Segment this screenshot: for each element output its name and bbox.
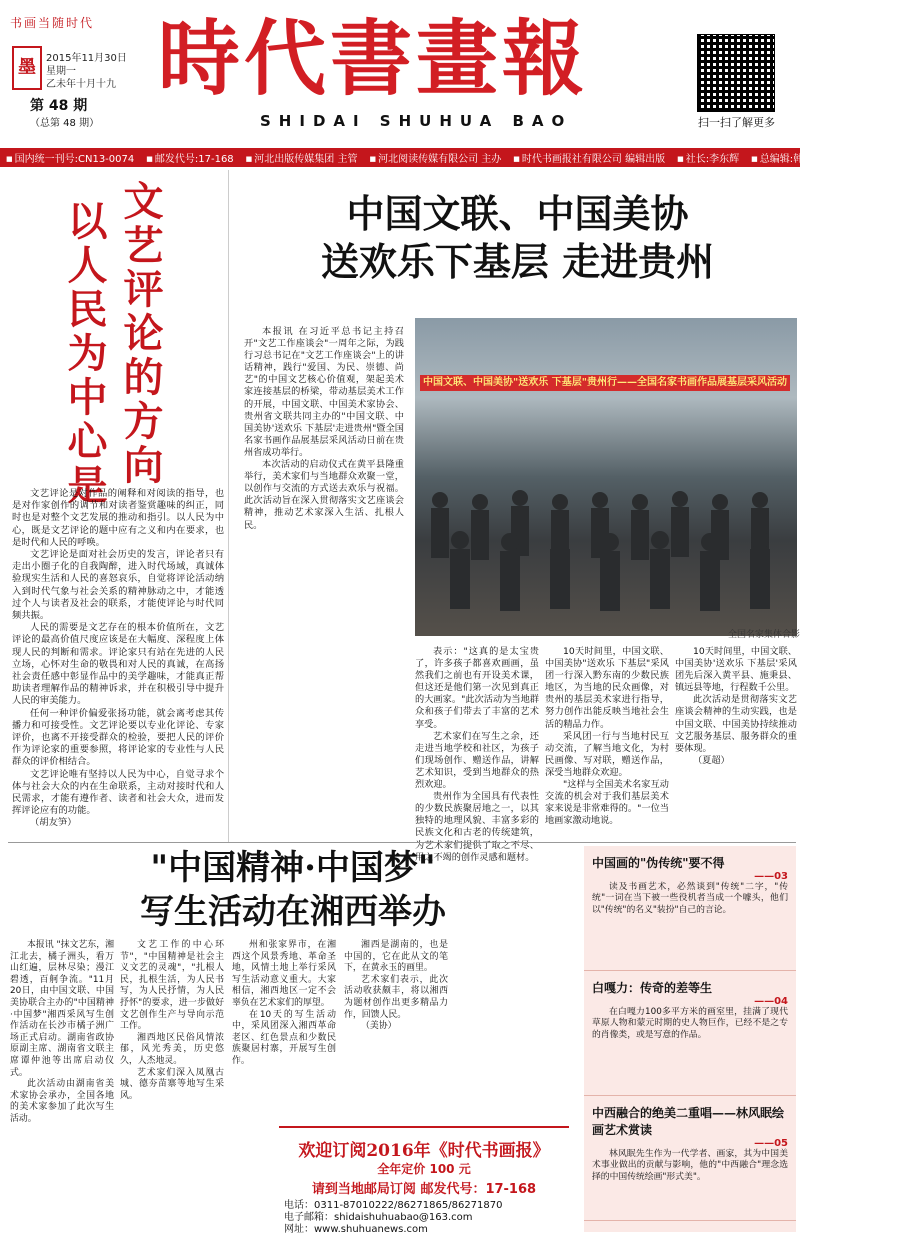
editorial-title-part1: 文艺评论的方向 [117,180,164,488]
info-item: ■ 邮发代号:17-168 [140,150,239,165]
main-story-col3 [545,646,669,827]
index-entry[interactable] [584,971,796,1096]
paragraph: 文艺评论唯有坚持以人民为中心，自觉寻求个体与社会大众的内在生命联系，主动对接时代和人民需求，才能有遵作者、读者和社会大众，进而发挥评论应有的功能。 [12,768,224,817]
slogan: 书画当随时代 [10,16,95,30]
paragraph: 表示："这真的是太宝贵了，许多孩子都喜欢画画，虽然我们之前也有开设美术课，但这还是他们第一次见到真正的大画家。"此次活动为当地群众和孩子们带去了丰富的艺术享受。 [415,646,539,730]
subscription-title: 欢迎订阅2016年《时代书画报》 [298,1141,550,1161]
main-story-col2 [415,646,539,864]
paragraph: 本报讯 "抹文艺东，湘江北去，橘子洲头，看万山红遍，层林尽染；漫江碧透，百舸争流。"11月20日，由中国文联、中国美协联合主办的"中国精神·中国梦"湘西采风写生创作活动在长沙市橘子洲广场正式启动。湖南省政协原副主席、湖南省文联主席谭仲池等出席启动仪式。 [10,940,114,1078]
index-summary: 林风眠先生作为一代学者、画家，其为中国美术事业做出的贡献与影响，他的"中西融合"理念选择的中国传统绘画"形式美"。 [592,1149,788,1182]
paragraph: （夏超） [693,754,730,766]
index-entry[interactable] [584,1096,796,1221]
subscription-email[interactable]: 电子邮箱：shidaishuhuabao@163.com [284,1212,473,1223]
photo-banner: 中国文联、中国美协"送欢乐 下基层"贵州行——全国名家书画作品展基层采风活动 [420,375,790,391]
paragraph: 10天时间里，中国文联、中国美协'送欢乐 下基层'采风团先后深入黄平县、施秉县、镇远县等地，行程数千公里。 [675,646,797,694]
paragraph: 此次活动由湖南省美术家协会承办，全国各地的美术家参加了此次写生活动。 [10,1079,114,1124]
newspaper-title: 時代書畫報 [158,11,589,107]
index-title: 中西融合的绝美二重唱——林风眠绘画艺术赏读 [592,1106,785,1137]
paragraph: 湘西是湖南的，也是中国的，它在此从文的笔下，在黄永玉的画里。 [344,940,448,974]
paragraph: （美协） [361,1021,397,1032]
paragraph: 艺术家们表示，此次活动收获颇丰，将以湘西为题材创作出更多精品力作，回馈人民。 [344,974,448,1020]
paragraph: 人民的需要是文艺存在的根本价值所在，文艺评论的最高价值尺度应该是在大幅度、深程度上体现人民的判断和需求。评论家只有站在先进的人民立场，心怀对生命的敬畏和对人民的真诚，在高扬社会责任感中彰显作品中的美学趣味，才能真正帮助读者理解作品的精神诉求，并在积极引导中提升人民的审美能力。 [12,622,224,707]
index-summary: 在白嘎力100多平方米的画室里，挂满了现代草原人物和蒙元时期的史人物巨作，已经不是之专的肖像类，或是写意的作品。 [592,1007,788,1040]
index-entry[interactable] [584,846,796,971]
story2-col1 [10,940,114,1126]
paragraph: 本报讯 在习近平总书记主持召开"文艺工作座谈会"一周年之际，为践行习总书记在"文艺工作座谈会"上的讲话精神，践行"爱国、为民、崇德、尚艺"的中国文艺核心价值观，架起美术家连接基层的桥梁，带动基层美术工作的开展，中国文联、中国美术家协会、贵州省文联共同主办的"中国文联、中国美协'送欢乐 下基层'走进贵州"暨全国名家书画作品展基层采风活动日前在贵州省成功举行。 [244,326,404,458]
qr-caption: 扫一扫了解更多 [698,116,775,129]
info-item: ■ 总编辑:韩冰雪 [745,150,829,165]
main-story-col4 [675,646,797,767]
paragraph: 在10天的写生活动中，采风团深入湘西革命老区、红色景点和少数民族聚居村寨，开展写生创作。 [232,1009,336,1066]
main-story-col1 [244,326,404,532]
paragraph: 文艺工作的中心环节"，"中国精神是社会主义文艺的灵魂"，"扎根人民，扎根生活，为人民书写，为人民抒情，为人民抒怀"的要求，进一步做好文艺创作生产与导向示范工作。 [120,940,224,1032]
index-page: ——03 [754,871,788,882]
issue-number: 第 48 期 [30,98,88,114]
paragraph: 10天时间里，中国文联、中国美协"送欢乐 下基层"采风团一行深入黔东南的少数民族地区，为当地的民众画像，对贵州的基层美术家进行指导，努力创作出能反映当地社会生活的精品力作。 [545,646,669,730]
weekday-text: 星期一 [46,66,76,77]
newspaper-pinyin: SHIDAI SHUHUA BAO [260,112,573,130]
issue-total: （总第 48 期） [30,118,100,129]
paragraph: （胡友笋） [30,817,77,829]
index-summary: 读及书画艺术，必然谈到"传统"二字，"传统"一词在当下被一些役机者当成一个噱头，他们以"传统"的名义"装扮"自己的言论。 [592,882,788,915]
paragraph: 艺术家们在写生之余，还走进当地学校和社区，为孩子们现场创作、赠送作品，讲解艺术知识，受到当地群众的热烈欢迎。 [415,730,539,791]
date-text: 2015年11月30日 [46,53,127,64]
main-headline-line2: 送欢乐下基层 走进贵州 [320,239,715,284]
publication-info-bar [0,148,918,167]
editorial-title-part2: 以人民为中心是 [61,200,108,508]
subscription-website[interactable]: 网址：www.shuhuanews.com [284,1224,428,1235]
lunar-date-text: 乙未年十月十九 [46,79,116,90]
index-page: ——05 [754,1138,788,1149]
main-headline [240,190,795,286]
story2-headline [8,846,578,934]
paragraph: 文艺评论是对作品的阐释和对阅读的指导，也是对作家创作的调节和对读者鉴赏趣味的纠正，同时也是对整个文艺发展的推动和指引。以人民为中心，既是文艺评论的题中应有之义和内在要求，也是时代和人民的呼唤。 [12,488,224,548]
seal-icon: 墨 [12,46,42,90]
subscription-code: 请到当地邮局订阅 邮发代号：17-168 [311,1182,537,1197]
photo-caption: 全国名家集体合影 [728,630,801,640]
paragraph: 贵州作为全国具有代表性的少数民族聚居地之一，以其独特的地理风貌、丰富多彩的民族文化和古老的传统建筑，为艺术家们提供了取之不尽、用之不竭的创作灵感和题材。 [415,791,539,863]
qr-code-icon[interactable] [697,34,775,112]
story2-col3 [232,940,336,1120]
subscription-price: 全年定价 100 元 [377,1162,471,1176]
paragraph: 采风团一行与当地村民互动交流，了解当地文化，为村民画像、写对联，赠送作品，深受当地群众欢迎。 [545,730,669,778]
paragraph: 本次活动的启动仪式在黄平县隆重举行，美术家们与当地群众欢聚一堂，以创作与交流的方式送去欢乐与祝福。此次活动旨在深入贯彻落实文艺座谈会精神，推动艺术家深入生活、扎根人民。 [244,459,404,531]
main-headline-line1: 中国文联、中国美协 [346,191,689,236]
subscription-phone: 电话：0311-87010222/86271865/86271870 [284,1200,503,1211]
info-item: ■ 社长:李东辉 [671,150,745,165]
paragraph: 任何一种评价偏爱张扬功能，就会离考虑其传播力和可接受性。文艺评论要以专业化评论、专家评价，也离不开接受群众的检验，要把人民的评价作为评论家的重要参照，将评论家的专业性与人民群众的评价相结合。 [12,707,224,768]
story2-col4 [344,940,448,1120]
paragraph: 文艺评论是面对社会历史的发言，评论者只有走出小圈子化的自我陶醉，进入时代场域，真诚体验现实生活和人民的喜怒哀乐，自觉将评论活动纳入到时代气象与社会关系的精神脉动之中，才能透过个人与读者及社会的联系，才能使评论与时代同频共振。 [12,549,224,622]
paragraph: 湘西地区民俗风情浓郁，风光秀美，历史悠久，人杰地灵。 [120,1032,224,1066]
section-divider [8,842,796,843]
story2-col2 [120,940,224,1102]
story2-headline-line2: 写生活动在湘西举办 [140,892,446,932]
index-title: 白嘎力：传奇的差等生 [592,981,713,995]
editorial-body [12,488,224,830]
people-silhouettes [420,420,792,620]
paragraph: "这样与全国美术名家互动交流的机会对于我们基层美术家来说是非常难得的。"一位当地画家激动地说。 [545,779,669,827]
index-title: 中国画的"伪传统"要不得 [592,856,725,870]
info-item: ■ 河北出版传媒集团 主管 [240,150,364,165]
paragraph: 艺术家们深入凤凰古城、德夯苗寨等地写生采风。 [120,1067,224,1101]
info-item: ■ 河北阅读传媒有限公司 主办 [363,150,507,165]
contents-index [584,846,796,1232]
info-item: ■ 国内统一刊号:CN13-0074 [0,150,140,165]
paragraph: 此次活动是贯彻落实文艺座谈会精神的生动实践，也是中国文联、中国美协持续推动文艺服务基层、服务群众的重要体现。 [675,694,797,754]
paragraph: 州和张家界市，在湘西这个风景秀地、革命圣地，风情土地上举行采风写生活动意义重大。大家相信，湘西地区一定不会辜负在艺术家们的厚望。 [232,940,336,1008]
info-item: ■ 时代书画报社有限公司 编辑出版 [507,150,671,165]
index-page: ——04 [754,996,788,1007]
info-item: ■ 刊头题字:刘大为 [829,150,923,165]
story2-headline-line1: "中国精神·中国梦" [150,848,436,888]
issue-date [46,52,127,91]
